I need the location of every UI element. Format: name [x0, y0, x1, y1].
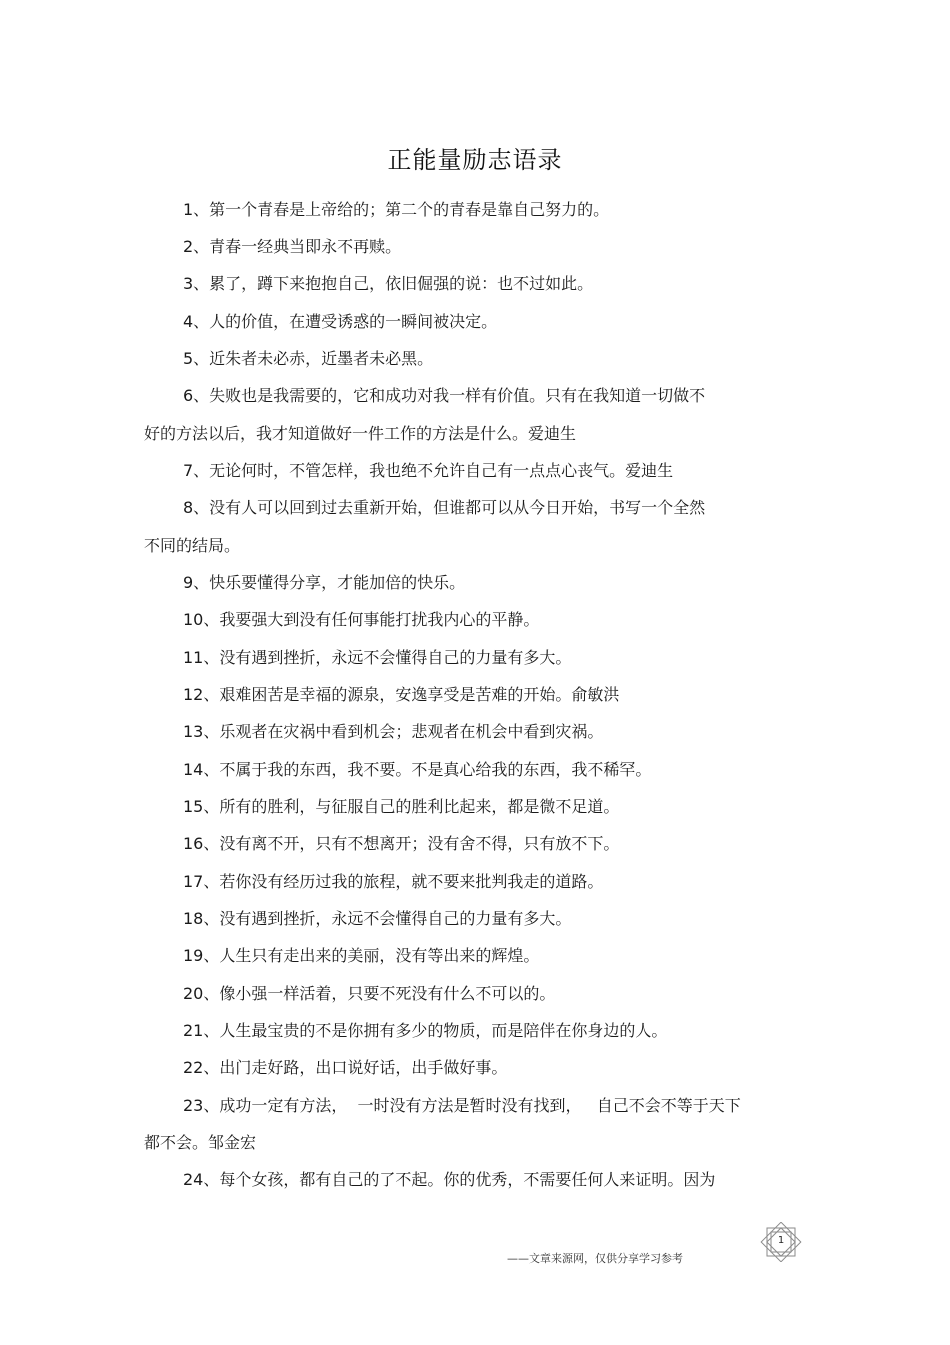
quote-line: 10、我要强大到没有任何事能打扰我内心的平静。 — [183, 610, 540, 629]
page-title: 正能量励志语录 — [387, 146, 563, 174]
quote-line: 15、所有的胜利，与征服自己的胜利比起来，都是微不足道。 — [183, 797, 620, 816]
quote-line: 13、乐观者在灾祸中看到机会；悲观者在机会中看到灾祸。 — [183, 722, 604, 741]
quote-line: 1、第一个青春是上帝给的；第二个的青春是靠自己努力的。 — [183, 200, 610, 219]
quote-line: 5、近朱者未必赤，近墨者未必黑。 — [183, 349, 434, 368]
quote-line: 11、没有遇到挫折，永远不会懂得自己的力量有多大。 — [183, 648, 572, 667]
quote-line: 6、失败也是我需要的，它和成功对我一样有价值。只有在我知道一切做不 — [183, 386, 706, 405]
quote-line-continued: 好的方法以后，我才知道做好一件工作的方法是什么。爱迪生 — [144, 424, 577, 443]
quote-line: 21、人生最宝贵的不是你拥有多少的物质，而是陪伴在你身边的人。 — [183, 1021, 668, 1040]
quote-line: 20、像小强一样活着，只要不死没有什么不可以的。 — [183, 984, 556, 1003]
footer-source-note: ——文章来源网，仅供分享学习参考 — [507, 1252, 683, 1265]
quote-line: 12、艰难困苦是幸福的源泉，安逸享受是苦难的开始。俞敏洪 — [183, 685, 620, 704]
quote-line: 7、无论何时，不管怎样，我也绝不允许自己有一点点心丧气。爱迪生 — [183, 461, 674, 480]
quote-line: 9、快乐要懂得分享，才能加倍的快乐。 — [183, 573, 466, 592]
quote-line: 4、人的价值，在遭受诱惑的一瞬间被决定。 — [183, 312, 498, 331]
quote-line: 17、若你没有经历过我的旅程，就不要来批判我走的道路。 — [183, 872, 604, 891]
quote-line: 23、成功一定有方法， 一时没有方法是暂时没有找到， 自己不会不等于天下 — [183, 1096, 741, 1115]
quote-line-continued: 都不会。邹金宏 — [144, 1133, 257, 1152]
quote-line: 16、没有离不开，只有不想离开；没有舍不得，只有放不下。 — [183, 834, 620, 853]
quote-line: 8、没有人可以回到过去重新开始，但谁都可以从今日开始，书写一个全然 — [183, 498, 706, 517]
quote-line: 18、没有遇到挫折，永远不会懂得自己的力量有多大。 — [183, 909, 572, 928]
quote-line: 2、青春一经典当即永不再赎。 — [183, 237, 402, 256]
quote-line: 14、不属于我的东西，我不要。不是真心给我的东西，我不稀罕。 — [183, 760, 652, 779]
quote-line: 22、出门走好路，出口说好话，出手做好事。 — [183, 1058, 508, 1077]
quote-line: 24、每个女孩，都有自己的了不起。你的优秀，不需要任何人来证明。因为 — [183, 1170, 716, 1189]
page-number: 1 — [777, 1235, 785, 1246]
quote-line: 19、人生只有走出来的美丽，没有等出来的辉煌。 — [183, 946, 540, 965]
quote-line: 3、累了，蹲下来抱抱自己，依旧倔强的说：也不过如此。 — [183, 274, 594, 293]
quote-line-continued: 不同的结局。 — [144, 536, 241, 555]
